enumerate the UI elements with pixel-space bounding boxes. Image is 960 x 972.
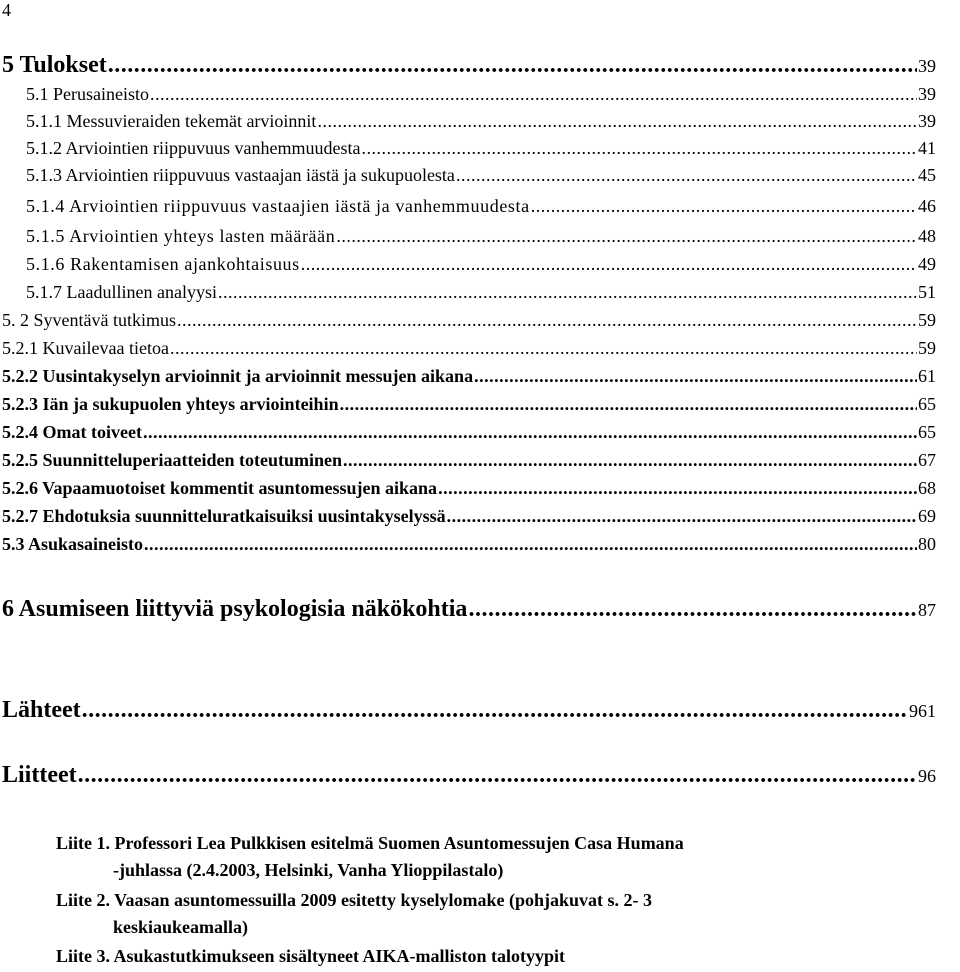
appendix-line: Liite 3. Asukastutkimukseen sisältyneet AIKA-malliston talotyypit xyxy=(56,946,566,966)
toc-entry-5-1-6[interactable] xyxy=(26,254,936,275)
toc-entry-page: 59 xyxy=(918,310,936,330)
toc-entry-5-1-3[interactable] xyxy=(26,165,936,186)
toc-entry-page: 46 xyxy=(918,196,936,216)
toc-entry-5-1-4[interactable] xyxy=(26,196,936,217)
toc-entry-label: 5.3 Asukasaineisto xyxy=(2,534,144,554)
toc-entry-label: 5.2.5 Suunnitteluperiaatteiden toteutuminen xyxy=(2,450,343,470)
toc-entry-5-3[interactable] xyxy=(2,534,936,555)
appendix-item-3 xyxy=(56,943,936,970)
dot-leader xyxy=(343,450,917,471)
dot-leader xyxy=(108,52,917,79)
dot-leader xyxy=(177,310,917,331)
dot-leader xyxy=(218,282,917,303)
toc-entry-5-2-1[interactable] xyxy=(2,338,936,359)
toc-entry-page: 80 xyxy=(918,534,936,554)
toc-entry-label: 5.2.6 Vapaamuotoiset kommentit asuntomessujen aikana xyxy=(2,478,438,498)
dot-leader xyxy=(531,196,917,217)
toc-entry-page: 69 xyxy=(918,506,936,526)
toc-entry-5-1-1[interactable] xyxy=(26,111,936,132)
toc-entry-label: 5.2.4 Omat toiveet xyxy=(2,422,142,442)
toc-entry-5-2-5[interactable] xyxy=(2,450,936,471)
toc-entry-5-2-7[interactable] xyxy=(2,506,936,527)
dot-leader xyxy=(143,422,917,443)
toc-entry-page: 961 xyxy=(909,701,936,721)
toc-entry-page: 87 xyxy=(918,600,936,620)
toc-entry-5-2[interactable] xyxy=(2,310,936,331)
toc-entry-page: 67 xyxy=(918,450,936,470)
toc-entry-page: 39 xyxy=(918,111,936,131)
toc-entry-label: 5.1.2 Arviointien riippuvuus vanhemmuudesta xyxy=(26,138,361,158)
appendix-item-1 xyxy=(56,830,936,884)
toc-entry-label: 5.1.1 Messuvieraiden tekemät arvioinnit xyxy=(26,111,317,131)
toc-entry-5-1-7[interactable] xyxy=(26,282,936,303)
dot-leader xyxy=(144,534,917,555)
toc-entry-page: 51 xyxy=(918,282,936,302)
dot-leader xyxy=(361,138,917,159)
toc-entry-label: 5.1.5 Arviointien yhteys lasten määrään xyxy=(26,226,336,246)
toc-entry-label: 5.2.2 Uusintakyselyn arvioinnit ja arvioinnit messujen aikana xyxy=(2,366,474,386)
dot-leader xyxy=(468,596,917,623)
dot-leader xyxy=(438,478,917,499)
toc-entry-page: 39 xyxy=(918,56,936,76)
toc-entry-5-2-3[interactable] xyxy=(2,394,936,415)
toc-entry-label: 5.2.7 Ehdotuksia suunnitteluratkaisuiksi uusintakyselyssä xyxy=(2,506,446,526)
dot-leader xyxy=(340,394,917,415)
dot-leader xyxy=(78,762,917,789)
toc-entry-label: 5.2.1 Kuvailevaa tietoa xyxy=(2,338,169,358)
toc-entry-label: 5.1.4 Arviointien riippuvuus vastaajien iästä ja vanhemmuudesta xyxy=(26,196,530,216)
toc-entry-5-1-5[interactable] xyxy=(26,226,936,247)
dot-leader xyxy=(456,165,917,186)
appendix-line: Liite 1. Professori Lea Pulkkisen esitelmä Suomen Asuntomessujen Casa Humana xyxy=(56,833,684,853)
toc-entry-page: 45 xyxy=(918,165,936,185)
appendix-line-continued: -juhlassa (2.4.2003, Helsinki, Vanha Ylioppilastalo) xyxy=(113,860,504,880)
page-number: 4 xyxy=(2,0,11,20)
toc-entry-lahteet[interactable] xyxy=(2,697,936,724)
dot-leader xyxy=(170,338,917,359)
toc-entry-5-2-2[interactable] xyxy=(2,366,936,387)
toc-entry-liitteet[interactable] xyxy=(2,762,936,789)
toc-entry-page: 61 xyxy=(918,366,936,386)
toc-entry-label: Lähteet xyxy=(2,697,81,723)
toc-entry-page: 65 xyxy=(918,422,936,442)
toc-entry-5-2-6[interactable] xyxy=(2,478,936,499)
toc-entry-page: 68 xyxy=(918,478,936,498)
dot-leader xyxy=(301,254,917,275)
dot-leader xyxy=(474,366,917,387)
appendix-line: Liite 2. Vaasan asuntomessuilla 2009 esitetty kyselylomake (pohjakuvat s. 2- 3 xyxy=(56,890,653,910)
toc-entry-label: 5.1.6 Rakentamisen ajankohtaisuus xyxy=(26,254,300,274)
toc-entry-5-1-2[interactable] xyxy=(26,138,936,159)
toc-entry-5-1[interactable] xyxy=(26,84,936,105)
dot-leader xyxy=(82,697,908,724)
toc-entry-label: 5.2.3 Iän ja sukupuolen yhteys arviointeihin xyxy=(2,394,339,414)
toc-entry-5-2-4[interactable] xyxy=(2,422,936,443)
dot-leader xyxy=(447,506,917,527)
toc-entry-page: 59 xyxy=(918,338,936,358)
toc-entry-label: 5.1.3 Arviointien riippuvuus vastaajan iästä ja sukupuolesta xyxy=(26,165,455,185)
toc-entry-label: 5.1.7 Laadullinen analyysi xyxy=(26,282,217,302)
appendix-item-2 xyxy=(56,887,936,941)
toc-entry-page: 39 xyxy=(918,84,936,104)
toc-entry-page: 65 xyxy=(918,394,936,414)
appendix-line-continued: keskiaukeamalla) xyxy=(113,917,249,937)
toc-entry-page: 48 xyxy=(918,226,936,246)
toc-entry-label: 5. 2 Syventävä tutkimus xyxy=(2,310,176,330)
toc-entry-label: 5 Tulokset xyxy=(2,52,107,78)
dot-leader xyxy=(336,226,917,247)
toc-entry-label: 6 Asumiseen liittyviä psykologisia näkökohtia xyxy=(2,596,468,622)
toc-entry-label: Liitteet xyxy=(2,762,77,788)
toc-entry-label: 5.1 Perusaineisto xyxy=(26,84,149,104)
toc-entry-page: 96 xyxy=(918,766,936,786)
toc-entry-page: 41 xyxy=(918,138,936,158)
toc-entry-page: 49 xyxy=(918,254,936,274)
toc-entry-chapter-5[interactable] xyxy=(2,52,936,79)
toc-entry-chapter-6[interactable] xyxy=(2,596,936,623)
dot-leader xyxy=(150,84,917,105)
dot-leader xyxy=(317,111,917,132)
